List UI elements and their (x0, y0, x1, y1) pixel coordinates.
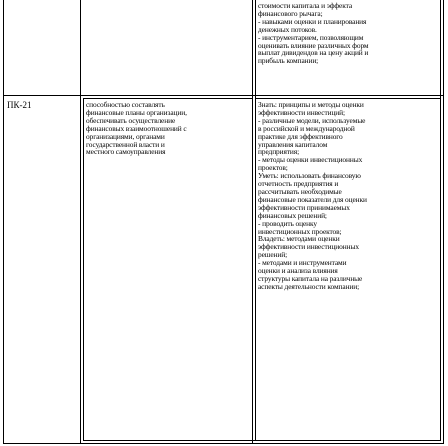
column-divider-1 (80, 0, 81, 443)
top-row-skills-text: стоимости капитала и эффекта финансового рычага; - навыками оценки и планирования денежных потоков. - инструментарием, позволяющим оценивать влияние различных форм выплат дивидендов на цену акций и прибыль компании; (258, 1, 369, 66)
learning-results-text: Знать: принципы и методы оценки эффективности инвестиций; - различные модели, используемые в российской и международной практике для эффективного управления капиталом предприятия; - методы оценки инвестиционных проектов; Уметь: использовать финансовую отчетность предприятия и рассчитывать необходимые финансовые показатели для оценки эффективности принимаемых финансовых решений; - проводить оценку инвестиционных проектов; Владеть: методами оценки эффективности инвестиционных решений; - методами и инструментами оценки и анализа влияния структуры капитала на различные аспекты деятельности компании; (258, 100, 367, 291)
column-divider-2-inner (255, 0, 256, 440)
cell-inner-top-1 (83, 98, 253, 99)
column-divider-1-inner (83, 98, 84, 440)
cell-inner-top-2 (255, 98, 441, 99)
column-divider-3-inner (440, 0, 441, 440)
competence-description: способностью составлять финансовые планы организации, обеспечивать осуществление финансовых взаимоотношений с организациями, органами государственной власти и местного самоуправления (86, 100, 187, 157)
cell-inner-bottom (83, 440, 441, 441)
competence-code: ПК-21 (7, 100, 32, 110)
table-border-left (3, 0, 4, 443)
column-divider-2 (252, 0, 253, 443)
table-border-bottom (3, 443, 444, 444)
table-border-right (443, 0, 444, 443)
row-divider (3, 95, 444, 96)
